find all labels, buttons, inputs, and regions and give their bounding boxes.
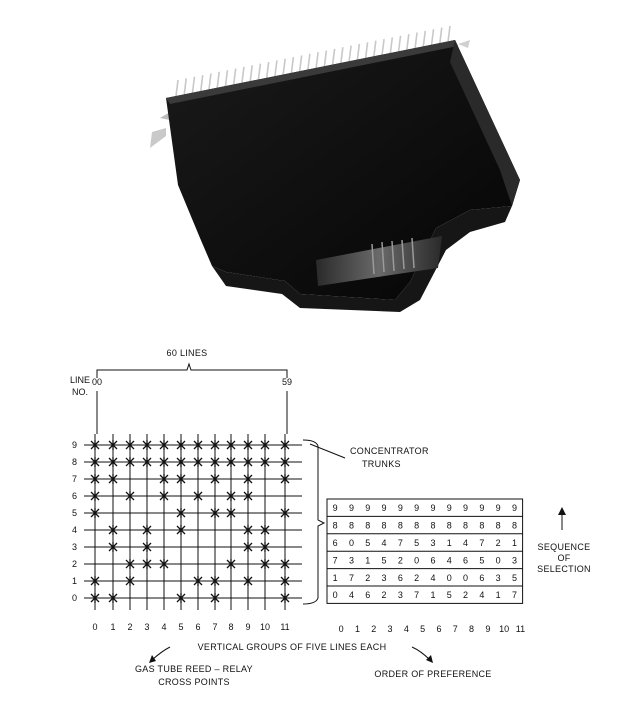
module-pin bbox=[432, 29, 434, 45]
table-cell: 6 bbox=[365, 590, 371, 601]
table-cell: 6 bbox=[332, 538, 338, 548]
table-cell: 0 bbox=[414, 555, 420, 566]
table-cell: 3 bbox=[348, 555, 354, 566]
module-pin bbox=[316, 52, 318, 68]
table-cell: 4 bbox=[348, 590, 354, 601]
table-cell: 1 bbox=[511, 538, 517, 548]
table-cell: 9 bbox=[397, 503, 403, 514]
group-number: 2 bbox=[127, 622, 133, 632]
module-pin bbox=[341, 47, 343, 63]
groups-arrow-right bbox=[412, 647, 430, 660]
preference-column-number: 9 bbox=[485, 624, 491, 634]
module-pin bbox=[399, 36, 401, 52]
row-number: 9 bbox=[72, 440, 78, 450]
table-cell: 2 bbox=[414, 572, 420, 583]
table-cell: 2 bbox=[365, 572, 371, 583]
table-cell: 9 bbox=[414, 503, 420, 514]
table-cell: 3 bbox=[495, 572, 501, 583]
table-cell: 3 bbox=[381, 572, 387, 583]
module-pin bbox=[390, 37, 392, 53]
row-number: 7 bbox=[72, 474, 78, 484]
table-cell: 7 bbox=[397, 538, 403, 548]
table-cell: 8 bbox=[495, 520, 501, 531]
first-line-number: 00 bbox=[91, 377, 103, 387]
group-number: 1 bbox=[110, 622, 116, 632]
concentrator-label: CONCENTRATOR bbox=[350, 446, 429, 456]
group-number: 9 bbox=[245, 622, 251, 632]
preference-column-number: 6 bbox=[436, 624, 442, 634]
table-cell: 2 bbox=[381, 590, 387, 601]
table-cell: 6 bbox=[479, 572, 485, 583]
module-pin bbox=[308, 54, 310, 70]
table-cell: 8 bbox=[446, 520, 452, 531]
table-cell: 8 bbox=[414, 520, 420, 531]
row-number: 2 bbox=[72, 559, 78, 569]
selection-label: SELECTION bbox=[537, 564, 591, 574]
trunks-brace bbox=[303, 440, 324, 604]
table-cell: 6 bbox=[463, 555, 469, 566]
module-pin bbox=[201, 75, 203, 91]
table-cell: 8 bbox=[348, 520, 354, 531]
left-caption-line-1: GAS TUBE REED – RELAY bbox=[134, 664, 254, 674]
module-pin bbox=[225, 70, 227, 86]
lines-count-label: 60 LINES bbox=[166, 348, 208, 358]
row-number: 0 bbox=[72, 593, 78, 603]
table-cell: 9 bbox=[479, 503, 485, 514]
table-cell: 4 bbox=[446, 555, 452, 566]
module-pin bbox=[415, 33, 417, 49]
table-cell: 6 bbox=[397, 572, 403, 583]
table-cell: 6 bbox=[430, 555, 436, 566]
table-cell: 1 bbox=[365, 555, 371, 566]
table-cell: 8 bbox=[397, 520, 403, 531]
table-cell: 9 bbox=[430, 503, 436, 514]
module-pin bbox=[382, 39, 384, 55]
module-pin bbox=[234, 69, 236, 85]
module-pin bbox=[366, 42, 368, 58]
table-cell: 9 bbox=[365, 503, 371, 514]
table-cell: 5 bbox=[446, 590, 452, 601]
table-cell: 3 bbox=[397, 590, 403, 601]
table-cell: 7 bbox=[511, 590, 517, 601]
groups-label: VERTICAL GROUPS OF FIVE LINES EACH bbox=[197, 642, 387, 652]
group-number: 3 bbox=[144, 622, 150, 632]
module-pin bbox=[448, 26, 450, 42]
preference-column-number: 7 bbox=[452, 624, 458, 634]
table-cell: 9 bbox=[463, 503, 469, 514]
last-line-number: 59 bbox=[281, 377, 293, 387]
preference-column-number: 5 bbox=[420, 624, 426, 634]
module-pin bbox=[242, 67, 244, 83]
module-pin bbox=[217, 72, 219, 88]
table-cell: 1 bbox=[495, 590, 501, 601]
preference-column-number: 4 bbox=[403, 624, 409, 634]
module-pin bbox=[176, 80, 178, 96]
module-pin bbox=[209, 73, 211, 89]
table-cell: 7 bbox=[479, 538, 485, 548]
preference-column-number: 10 bbox=[499, 624, 510, 634]
table-cell: 8 bbox=[381, 520, 387, 531]
table-cell: 9 bbox=[511, 503, 517, 514]
table-cell: 9 bbox=[348, 503, 354, 514]
module-pin bbox=[184, 78, 186, 94]
module-pin bbox=[349, 46, 351, 62]
table-cell: 9 bbox=[381, 503, 387, 514]
module-pin bbox=[374, 41, 376, 57]
table-cell: 7 bbox=[414, 590, 420, 601]
module-pin bbox=[275, 60, 277, 76]
table-cell: 0 bbox=[446, 572, 452, 583]
table-cell: 8 bbox=[479, 520, 485, 531]
module-pin bbox=[283, 59, 285, 75]
table-cell: 8 bbox=[511, 520, 517, 531]
groups-arrow-left bbox=[152, 647, 170, 660]
table-cell: 9 bbox=[495, 503, 501, 514]
table-cell: 2 bbox=[463, 590, 469, 601]
table-cell: 5 bbox=[381, 555, 387, 566]
row-number: 6 bbox=[72, 491, 78, 501]
table-cell: 9 bbox=[332, 503, 338, 514]
table-cell: 0 bbox=[348, 538, 354, 548]
module-pin bbox=[267, 62, 269, 78]
table-cell: 4 bbox=[381, 538, 387, 548]
table-cell: 3 bbox=[430, 538, 436, 548]
table-cell: 8 bbox=[365, 520, 371, 531]
of-label: OF bbox=[557, 553, 571, 563]
table-cell: 1 bbox=[332, 572, 338, 583]
table-cell: 8 bbox=[430, 520, 436, 531]
module-pin bbox=[407, 34, 409, 50]
module-pin bbox=[250, 65, 252, 81]
table-cell: 2 bbox=[495, 538, 501, 548]
right-caption: ORDER OF PREFERENCE bbox=[374, 669, 492, 679]
preference-column-number: 3 bbox=[387, 624, 393, 634]
group-number: 11 bbox=[280, 622, 290, 632]
lines-brace bbox=[97, 364, 287, 378]
left-caption-line-2: CROSS POINTS bbox=[158, 677, 230, 687]
preference-column-number: 2 bbox=[371, 624, 377, 634]
module-pin bbox=[258, 64, 260, 80]
trunks-label: TRUNKS bbox=[362, 459, 401, 469]
table-cell: 4 bbox=[430, 572, 436, 583]
row-number: 5 bbox=[72, 508, 78, 518]
group-number: 8 bbox=[228, 622, 234, 632]
row-number: 3 bbox=[72, 542, 78, 552]
preference-column-number: 0 bbox=[338, 624, 344, 634]
module-pin bbox=[192, 77, 194, 93]
row-number: 8 bbox=[72, 457, 78, 467]
module-pin bbox=[324, 51, 326, 67]
row-number: 1 bbox=[72, 576, 78, 586]
sequence-label: SEQUENCE bbox=[537, 542, 591, 552]
table-cell: 0 bbox=[463, 572, 469, 583]
module-pin bbox=[357, 44, 359, 60]
group-number: 7 bbox=[212, 622, 218, 632]
group-number: 10 bbox=[259, 622, 271, 632]
line-no-label: LINE bbox=[69, 375, 91, 385]
table-cell: 5 bbox=[414, 538, 420, 548]
preference-column-number: 1 bbox=[354, 624, 360, 634]
preference-table bbox=[327, 499, 525, 634]
table-cell: 5 bbox=[365, 538, 371, 548]
table-cell: 3 bbox=[511, 555, 517, 566]
module-pin bbox=[291, 57, 293, 73]
table-cell: 5 bbox=[479, 555, 485, 566]
table-cell: 0 bbox=[495, 555, 501, 566]
table-cell: 4 bbox=[479, 590, 485, 601]
module-pin bbox=[333, 49, 335, 65]
table-cell: 8 bbox=[463, 520, 469, 531]
crosspoint-module-photo bbox=[150, 26, 520, 312]
line-no-label-2: NO. bbox=[71, 387, 89, 397]
table-cell: 1 bbox=[430, 590, 436, 601]
table-cell: 8 bbox=[332, 520, 338, 531]
row-number: 4 bbox=[72, 525, 78, 535]
table-cell: 7 bbox=[332, 555, 338, 566]
module-pin bbox=[423, 31, 425, 47]
table-cell: 9 bbox=[446, 503, 452, 514]
group-number: 6 bbox=[195, 622, 201, 632]
module-pin bbox=[440, 28, 442, 44]
group-number: 4 bbox=[161, 622, 167, 632]
module-pin bbox=[300, 55, 302, 71]
preference-column-number: 11 bbox=[515, 624, 526, 634]
table-cell: 2 bbox=[397, 555, 403, 566]
table-cell: 4 bbox=[463, 538, 469, 548]
group-number: 5 bbox=[178, 622, 184, 632]
table-cell: 5 bbox=[511, 572, 517, 583]
table-cell: 1 bbox=[446, 538, 452, 548]
crosspoint-grid bbox=[72, 434, 302, 632]
table-cell: 7 bbox=[348, 572, 354, 583]
preference-column-number: 8 bbox=[469, 624, 475, 634]
group-number: 0 bbox=[92, 622, 98, 632]
table-cell: 0 bbox=[332, 590, 338, 601]
